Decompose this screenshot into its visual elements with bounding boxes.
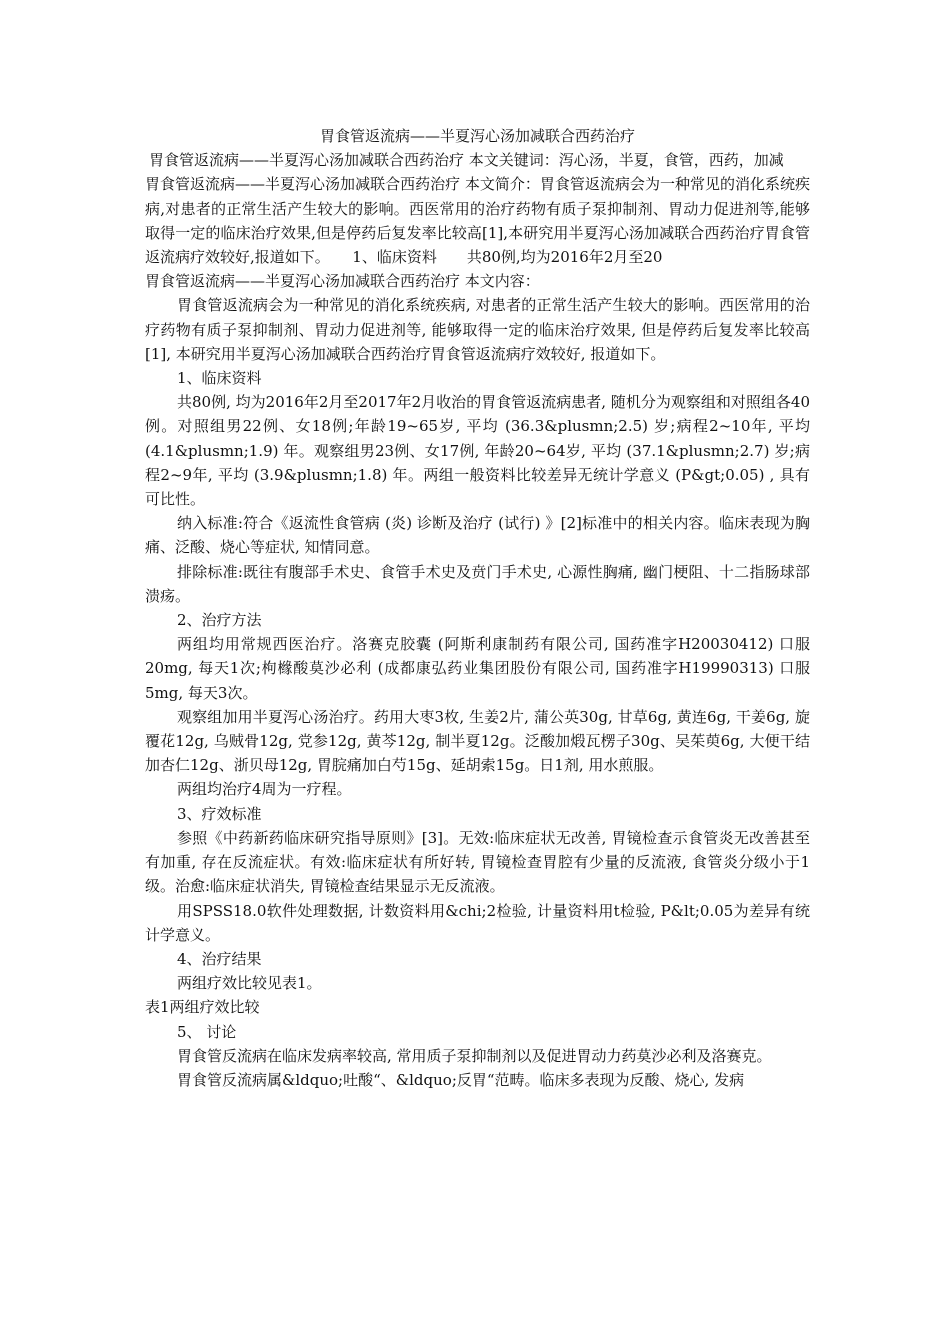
body-paragraph-criteria: 参照《中药新药临床研究指导原则》[3]。无效:临床症状无改善, 胃镜检查示食管炎无改善甚至有加重, 存在反流症状。有效:临床症状有所好转, 胃镜检查胃腔有少量的反流液, 食管炎分级小于1级。治愈:临床症状消失, 胃镜检查结果显示无反流液。 <box>145 828 810 896</box>
body-paragraph-patients: 共80例, 均为2016年2月至2017年2月收治的胃食管返流病患者, 随机分为观察组和对照组各40例。对照组男22例、女18例;年龄19~65岁, 平均 (36.3&plusmn;2.5) 岁;病程2~10年, 平均 (4.1&plusmn;1.9) 年。观察组男23例、女17例, 年龄20~64岁, 平均 (37.1&plusmn;2.7) 岁;病程2~9年, 平均 (3.9&plusmn;1.8) 年。两组一般资料比较差异无统计学意义 (P&gt;0.05) , 具有可比性。 <box>145 393 810 509</box>
section-heading-discussion: 5、 讨论 <box>177 1022 237 1041</box>
section-heading-results: 4、治疗结果 <box>177 949 262 968</box>
document-page <box>145 124 810 1092</box>
keywords-line: 胃食管返流病——半夏泻心汤加减联合西药治疗 本文关键词：泻心汤，半夏，食管，西药，加减 <box>149 151 784 170</box>
document-title: 胃食管返流病——半夏泻心汤加减联合西药治疗 <box>319 127 635 145</box>
table-caption: 表1两组疗效比较 <box>145 998 260 1017</box>
body-paragraph-exclusion: 排除标准:既往有腹部手术史、食管手术史及贲门手术史, 心源性胸痛, 幽门梗阻、十二指肠球部溃疡。 <box>145 562 810 605</box>
body-paragraph-statistics: 用SPSS18.0软件处理数据, 计数资料用&chi;2检验, 计量资料用t检验, P&lt;0.05为差异有统计学意义。 <box>145 901 810 944</box>
content-heading: 胃食管返流病——半夏泻心汤加减联合西药治疗 本文内容： <box>145 272 540 291</box>
body-paragraph-discussion: 胃食管反流病在临床发病率较高, 常用质子泵抑制剂以及促进胃动力药莫沙必利及洛赛克。 <box>177 1046 772 1065</box>
body-paragraph-intro: 胃食管返流病会为一种常见的消化系统疾病, 对患者的正常生活产生较大的影响。西医常用的治疗药物有质子泵抑制剂、胃动力促进剂等, 能够取得一定的临床治疗效果, 但是停药后复发率比较高[1], 本研究用半夏泻心汤加减联合西药治疗胃食管返流病疗效较好, 报道如下。 <box>145 296 810 363</box>
body-paragraph-inclusion: 纳入标准:符合《返流性食管病 (炎) 诊断及治疗 (试行) 》[2]标准中的相关内容。临床表现为胸痛、泛酸、烧心等症状, 知情同意。 <box>145 514 810 557</box>
section-heading-criteria: 3、疗效标准 <box>177 804 262 823</box>
body-paragraph-category: 胃食管反流病属&ldquo;吐酸“、&ldquo;反胃“范畴。临床多表现为反酸、烧心, 发病 <box>177 1070 745 1089</box>
body-paragraph-herbal-treatment: 观察组加用半夏泻心汤治疗。药用大枣3枚, 生姜2片, 蒲公英30g, 甘草6g, 黄连6g, 干姜6g, 旋覆花12g, 乌贼骨12g, 党参12g, 黄芩12g, 制半夏12g。泛酸加煅瓦楞子30g、吴茱萸6g, 大便干结加杏仁12g、浙贝母12g, 胃脘痛加白芍15g、延胡索15g。日1剂, 用水煎服。 <box>145 707 810 775</box>
body-paragraph-results: 两组疗效比较见表1。 <box>177 974 322 993</box>
section-heading-clinical-data: 1、临床资料 <box>177 369 262 388</box>
body-paragraph-western-treatment: 两组均用常规西医治疗。洛赛克胶囊 (阿斯利康制药有限公司, 国药准字H20030412) 口服20mg, 每天1次;枸橼酸莫沙必利 (成都康弘药业集团股份有限公司, 国药准字H19990313) 口服5mg, 每天3次。 <box>145 635 810 702</box>
summary-paragraph: 胃食管返流病——半夏泻心汤加减联合西药治疗 本文简介：胃食管返流病会为一种常见的消化系统疾病,对患者的正常生活产生较大的影响。西医常用的治疗药物有质子泵抑制剂、胃动力促进剂等,能够取得一定的临床治疗效果,但是停药后复发率比较高[1],本研究用半夏泻心汤加减联合西药治疗胃食管返流病疗效较好,报道如下。 1、临床资料 共80例,均为2016年2月至20 <box>145 175 810 267</box>
body-paragraph-course: 两组均治疗4周为一疗程。 <box>177 780 352 799</box>
section-heading-treatment: 2、治疗方法 <box>177 611 262 630</box>
